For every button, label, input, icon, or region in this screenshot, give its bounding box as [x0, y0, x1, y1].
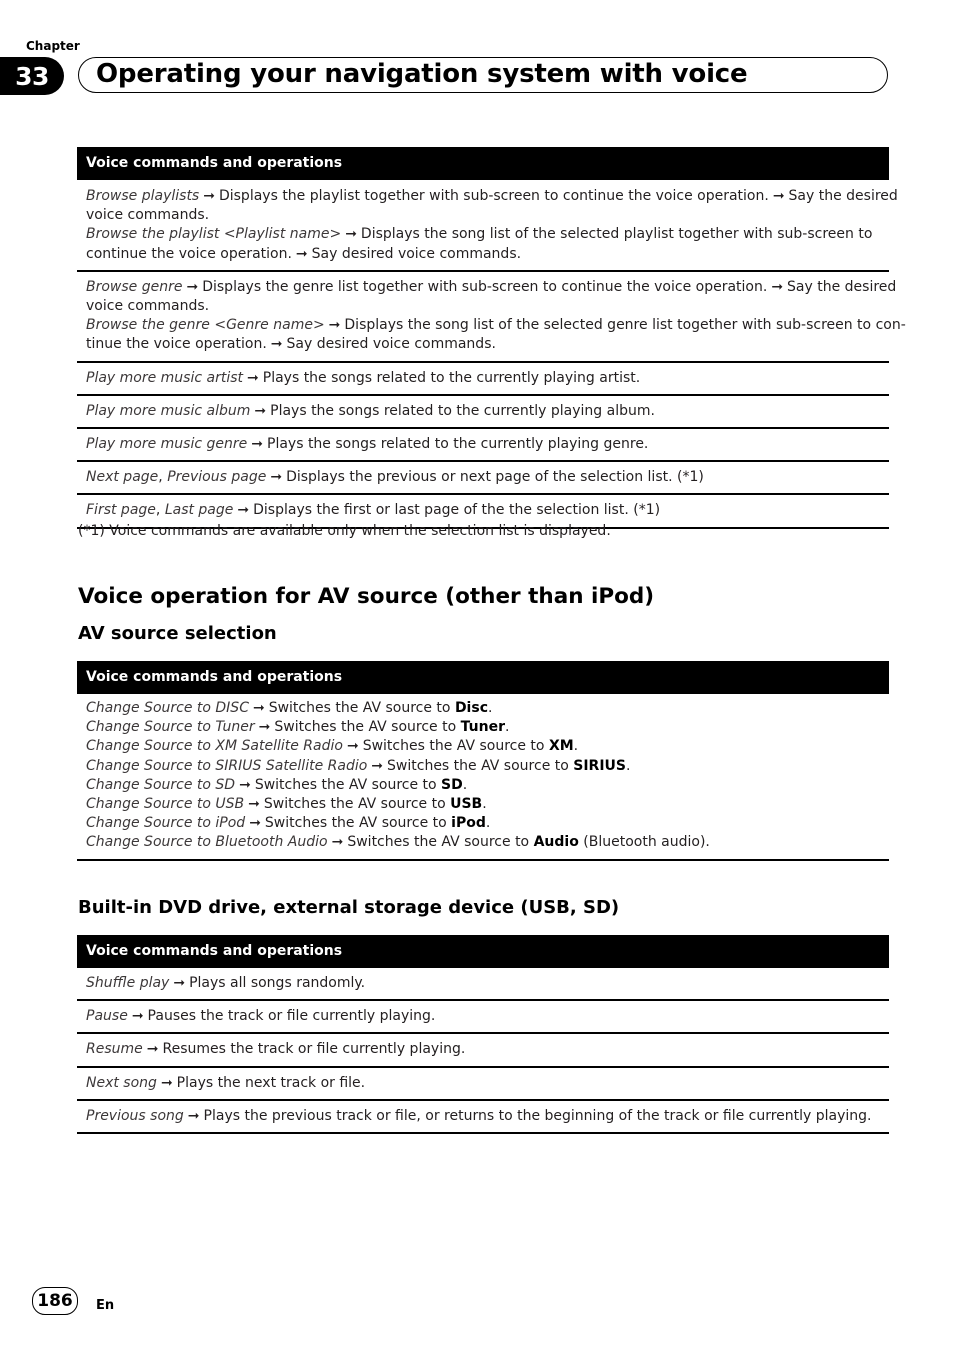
row-line — [86, 316, 906, 335]
table-row — [77, 272, 906, 363]
operation-text: Switches the AV source to — [362, 738, 549, 755]
arrow-icon: ➞ — [186, 278, 199, 295]
operation-text: voice commands. — [86, 298, 210, 315]
voice-command: Play more music genre — [86, 436, 248, 453]
operation-text: . — [626, 757, 631, 774]
operation-text: Switches the AV source to — [347, 834, 534, 851]
source-name: SD — [441, 776, 463, 793]
table-header: Voice commands and operations — [77, 147, 889, 180]
voice-command: Change Source to Bluetooth Audio — [86, 834, 328, 851]
row-line — [86, 699, 880, 718]
source-name: USB — [450, 796, 483, 813]
arrow-icon: ➞ — [254, 402, 267, 419]
voice-command: Change Source to SIRIUS Satellite Radio — [86, 757, 368, 774]
row-line — [86, 757, 880, 776]
source-name: Tuner — [460, 719, 505, 736]
row-line — [86, 833, 880, 852]
voice-command: Resume — [86, 1041, 143, 1058]
operation-text: . — [488, 700, 493, 716]
operation-text: Say desired voice commands. — [311, 245, 522, 262]
arrow-icon: ➞ — [345, 226, 357, 243]
table-row — [77, 180, 898, 272]
arrow-icon: ➞ — [331, 834, 344, 851]
voice-command: Next song — [86, 1074, 157, 1091]
voice-command: Last page — [164, 502, 234, 519]
page-number: 186 — [32, 1287, 78, 1315]
voice-commands-table-navigation — [77, 147, 906, 529]
operation-text: Switches the AV source to — [387, 757, 574, 774]
table-row — [77, 429, 889, 462]
arrow-icon: ➞ — [248, 796, 260, 813]
arrow-icon: ➞ — [328, 317, 341, 334]
table-row — [77, 1068, 889, 1101]
table-row — [77, 1001, 889, 1034]
operation-text: continue the voice operation. — [86, 245, 292, 262]
source-name: XM — [548, 738, 574, 755]
arrow-icon: ➞ — [203, 188, 215, 204]
arrow-icon: ➞ — [173, 975, 186, 991]
voice-commands-table-dvd-storage — [77, 935, 889, 1134]
table-row — [77, 1034, 889, 1067]
section-title: Voice operation for AV source (other than iPod) — [78, 584, 655, 609]
table-header: Voice commands and operations — [77, 935, 889, 968]
row-line — [86, 245, 880, 264]
operation-text: . — [462, 776, 468, 793]
voice-command: Change Source to SD — [86, 776, 236, 793]
source-name: iPod — [451, 815, 486, 832]
separator-text: , — [158, 469, 168, 486]
operation-text: Resumes the track or file currently playing. — [162, 1041, 466, 1058]
row-line — [86, 278, 897, 297]
row-line — [86, 187, 898, 206]
operation-text: Displays the previous or next page of the selection list. (*1) — [286, 469, 704, 486]
table-row — [77, 396, 889, 429]
table-row — [77, 694, 889, 861]
operation-text: . — [485, 815, 491, 832]
arrow-icon: ➞ — [371, 757, 384, 774]
operation-text: tinue the voice operation. — [86, 336, 267, 353]
footnote: (*1) Voice commands are available only when the selection list is displayed. — [78, 523, 611, 539]
voice-command: Change Source to Tuner — [86, 719, 255, 736]
arrow-icon: ➞ — [237, 502, 250, 519]
voice-command: Change Source to iPod — [86, 815, 246, 832]
row-line — [86, 335, 880, 354]
voice-command: Browse genre — [86, 278, 183, 295]
arrow-icon: ➞ — [146, 1041, 159, 1058]
voice-command: Change Source to USB — [86, 796, 245, 813]
chapter-title: Operating your navigation system with voice — [96, 59, 748, 89]
arrow-icon: ➞ — [160, 1074, 173, 1091]
voice-command: Play more music album — [86, 402, 251, 419]
voice-command: First page — [86, 502, 156, 519]
language-label: En — [96, 1298, 115, 1313]
row-line — [86, 776, 880, 795]
voice-command: Pause — [86, 1008, 128, 1025]
table-header: Voice commands and operations — [77, 661, 889, 694]
table-row — [77, 1101, 889, 1134]
voice-command: Browse the genre <Genre name> — [86, 317, 325, 334]
operation-text: Displays the genre list together with sub-screen to continue the voice operation. — [202, 278, 768, 295]
chapter-label: Chapter — [26, 39, 80, 53]
row-line — [86, 718, 880, 737]
arrow-icon: ➞ — [251, 436, 263, 453]
operation-text: Plays all songs randomly. — [189, 975, 366, 991]
row-line — [86, 737, 880, 756]
operation-text: Displays the song list of the selected playlist together with sub-screen to — [360, 226, 873, 243]
operation-text: Switches the AV source to — [264, 815, 452, 832]
arrow-icon: ➞ — [252, 700, 265, 716]
arrow-icon: ➞ — [247, 369, 259, 386]
arrow-icon: ➞ — [346, 738, 359, 755]
row-line — [86, 297, 880, 316]
arrow-icon: ➞ — [295, 245, 308, 262]
operation-text: . — [573, 738, 579, 755]
arrow-icon: ➞ — [187, 1107, 200, 1124]
arrow-icon: ➞ — [270, 469, 283, 486]
voice-command: Shuffle play — [86, 975, 170, 991]
row-line — [86, 225, 880, 244]
arrow-icon: ➞ — [258, 719, 271, 736]
table-row — [77, 363, 889, 396]
arrow-icon: ➞ — [239, 776, 251, 793]
operation-text: Switches the AV source to — [254, 776, 442, 793]
operation-text: Plays the songs related to the currently playing genre. — [267, 436, 649, 453]
operation-text: Switches the AV source to — [274, 719, 461, 736]
operation-text: Displays the playlist together with sub-screen to continue the voice operation. — [218, 188, 769, 204]
operation-text: Plays the previous track or file, or returns to the beginning of the track or file currently playing. — [203, 1107, 872, 1124]
operation-text: Displays the song list of the selected genre list together with sub-screen to con- — [344, 317, 906, 334]
separator-text: , — [155, 502, 165, 519]
chapter-number-badge: 33 — [0, 57, 64, 95]
voice-command: Browse playlists — [86, 188, 200, 204]
table-row — [77, 462, 889, 495]
table-row — [77, 968, 889, 1001]
arrow-icon: ➞ — [131, 1008, 144, 1025]
voice-command: Play more music artist — [86, 369, 244, 386]
voice-command: Change Source to DISC — [86, 700, 249, 716]
voice-command: Change Source to XM Satellite Radio — [86, 738, 343, 755]
source-name: Audio — [533, 834, 579, 851]
operation-text: Plays the songs related to the currently playing artist. — [262, 369, 641, 386]
operation-text: Plays the next track or file. — [176, 1074, 366, 1091]
arrow-icon: ➞ — [771, 278, 784, 295]
operation-text: Displays the first or last page of the the selection list. (*1) — [253, 502, 661, 519]
voice-command: Next page — [86, 469, 159, 486]
voice-command: Browse the playlist <Playlist name> — [86, 226, 342, 243]
row-line — [86, 795, 880, 814]
row-line — [86, 814, 880, 833]
operation-text: Say the desired — [787, 278, 897, 295]
arrow-icon: ➞ — [249, 815, 261, 832]
operation-text: Plays the songs related to the currently playing album. — [270, 402, 655, 419]
voice-command: Previous page — [167, 469, 267, 486]
subsection-title-av-source: AV source selection — [78, 623, 277, 644]
operation-text: (Bluetooth audio). — [578, 834, 710, 851]
operation-text: Switches the AV source to — [263, 796, 451, 813]
arrow-icon: ➞ — [772, 188, 785, 204]
operation-text: Say the desired — [788, 188, 898, 204]
operation-text: . — [504, 719, 510, 736]
operation-text: . — [482, 796, 487, 813]
operation-text: Pauses the track or file currently playing. — [147, 1008, 436, 1025]
voice-commands-table-av-source — [77, 661, 889, 861]
operation-text: Switches the AV source to — [268, 700, 455, 716]
voice-command: Previous song — [86, 1107, 184, 1124]
source-name: Disc — [454, 700, 488, 716]
source-name: SIRIUS — [573, 757, 626, 774]
operation-text: Say desired voice commands. — [286, 336, 496, 353]
arrow-icon: ➞ — [270, 336, 283, 353]
subsection-title-dvd-usb-sd: Built-in DVD drive, external storage device (USB, SD) — [78, 897, 620, 918]
row-line — [86, 206, 880, 225]
operation-text: voice commands. — [86, 207, 210, 224]
